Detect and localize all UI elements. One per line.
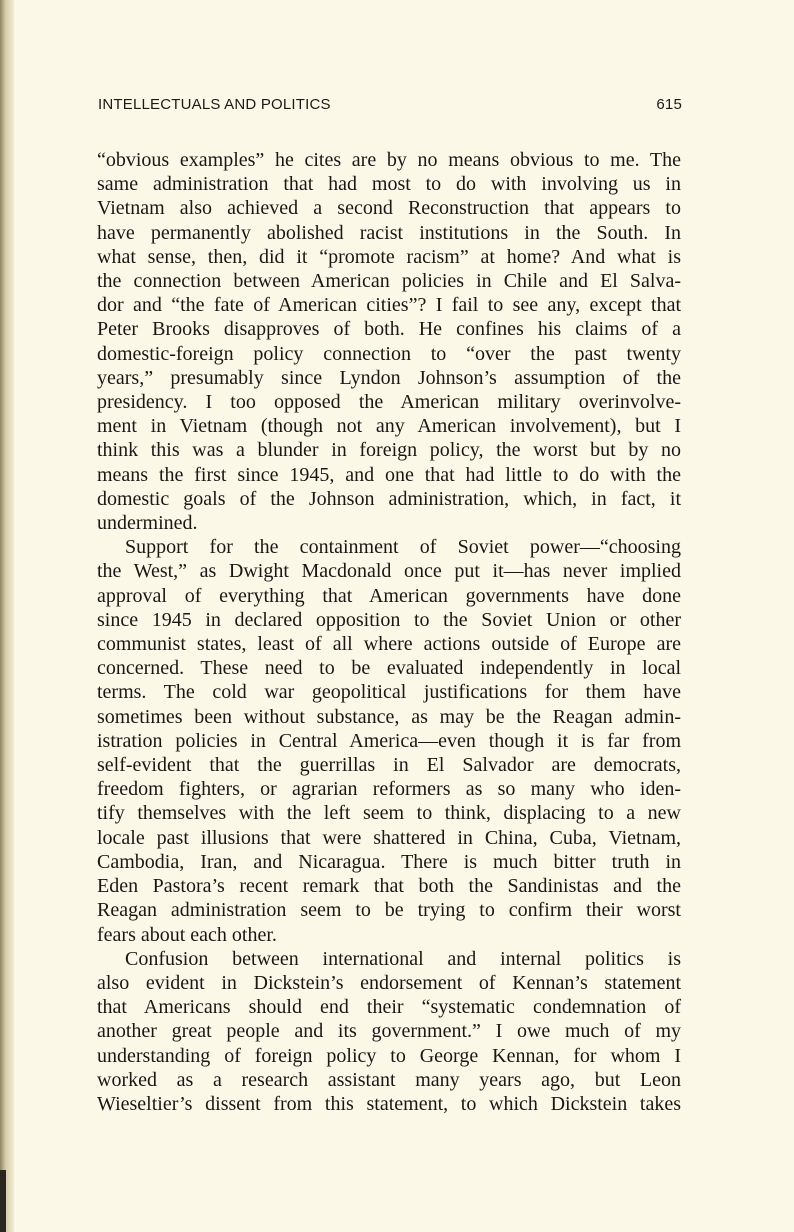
- text-line: have permanently abolished racist institutions in the South. In: [97, 221, 681, 244]
- text-line: Peter Brooks disapproves of both. He confines his claims of a: [97, 318, 681, 341]
- text-line: that Americans should end their “systematic condemnation of: [97, 996, 681, 1019]
- text-line: communist states, least of all where actions outside of Europe are: [97, 633, 681, 656]
- text-line: means the first since 1945, and one that had little to do with the: [97, 463, 681, 486]
- text-line: same administration that had most to do with involving us in: [97, 173, 681, 196]
- text-line: since 1945 in declared opposition to the Soviet Union or other: [97, 608, 681, 631]
- text-line: “obvious examples” he cites are by no means obvious to me. The: [97, 149, 681, 171]
- text-line: worked as a research assistant many years ago, but Leon: [97, 1068, 681, 1091]
- text-line: years,” presumably since Lyndon Johnson’s assumption of the: [97, 366, 681, 389]
- running-title: INTELLECTUALS AND POLITICS: [98, 96, 331, 113]
- text-line: presidency. I too opposed the American military overinvolve-: [97, 391, 681, 414]
- text-line: locale past illusions that were shattered in China, Cuba, Vietnam,: [97, 826, 681, 849]
- text-line: the West,” as Dwight Macdonald once put it—has never implied: [97, 560, 681, 583]
- text-line: domestic goals of the Johnson administration, which, in fact, it: [97, 487, 681, 510]
- text-line: undermined.: [97, 512, 198, 535]
- text-line: dor and “the fate of American cities”? I fail to see any, except that: [97, 294, 681, 317]
- text-line: sometimes been without substance, as may be the Reagan admin-: [97, 705, 681, 728]
- text-line: Support for the containment of Soviet power—“choosing: [125, 536, 681, 559]
- text-line: fears about each other.: [97, 923, 277, 946]
- text-line: concerned. These need to be evaluated independently in local: [97, 657, 681, 680]
- book-spine-shadow: [0, 0, 14, 1232]
- text-line: understanding of foreign policy to George Kennan, for whom I: [97, 1044, 681, 1067]
- scan-edge: [0, 1170, 6, 1232]
- text-line: tify themselves with the left seem to think, displacing to a new: [97, 802, 681, 825]
- text-line: another great people and its government.” I owe much of my: [97, 1020, 681, 1043]
- text-line: istration policies in Central America—even though it is far from: [97, 729, 681, 752]
- text-line: what sense, then, did it “promote racism” at home? And what is: [97, 245, 681, 268]
- text-line: also evident in Dickstein’s endorsement of Kennan’s statement: [97, 971, 681, 994]
- text-line: approval of everything that American governments have done: [97, 584, 681, 607]
- text-line: Wieseltier’s dissent from this statement, to which Dickstein takes: [97, 1092, 681, 1115]
- text-line: domestic-foreign policy connection to “over the past twenty: [97, 342, 681, 365]
- page-number: 615: [656, 96, 682, 113]
- text-line: Eden Pastora’s recent remark that both the Sandinistas and the: [97, 875, 681, 898]
- text-line: terms. The cold war geopolitical justifications for them have: [97, 681, 681, 704]
- body-text: [97, 148, 681, 1116]
- text-line: Cambodia, Iran, and Nicaragua. There is much bitter truth in: [97, 850, 681, 873]
- text-line: Vietnam also achieved a second Reconstruction that appears to: [97, 197, 681, 220]
- text-line: think this was a blunder in foreign policy, the worst but by no: [97, 439, 681, 462]
- text-line: Confusion between international and internal politics is: [125, 947, 681, 970]
- text-line: freedom fighters, or agrarian reformers as so many who iden-: [97, 778, 681, 801]
- text-line: the connection between American policies in Chile and El Salva-: [97, 270, 681, 293]
- text-line: ment in Vietnam (though not any American involvement), but I: [97, 415, 681, 438]
- running-header: [98, 96, 682, 113]
- text-line: self-evident that the guerrillas in El Salvador are democrats,: [97, 754, 681, 777]
- text-line: Reagan administration seem to be trying to confirm their worst: [97, 899, 681, 922]
